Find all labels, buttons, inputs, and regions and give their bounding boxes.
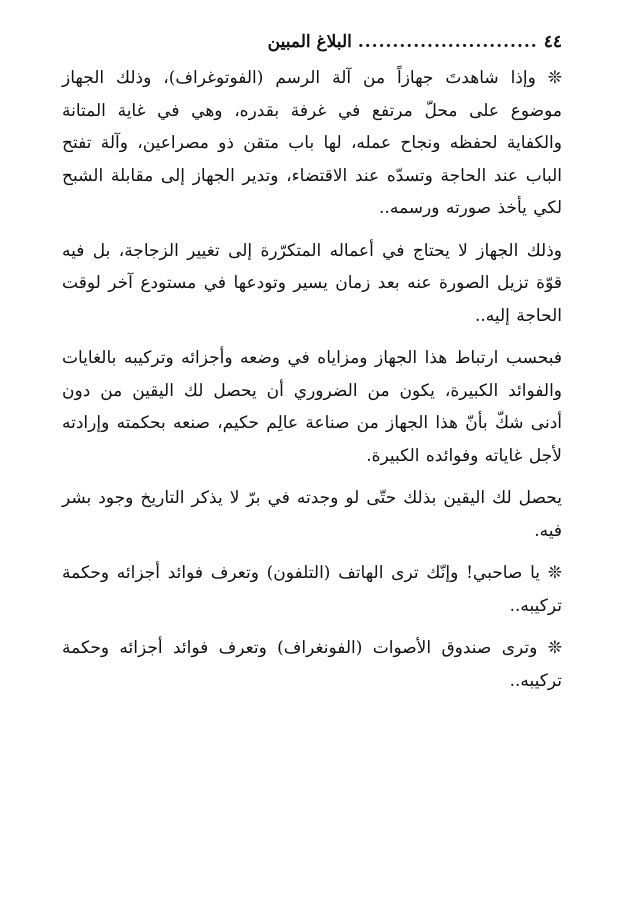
paragraph-certainty: فبحسب ارتباط هذا الجهاز ومزاياه في وضعه وأجزائه وتركيبه بالغايات والفوائد الكبيرة، يكون من الضروري أن يحصل لك اليقين من دون أدنى شكّ بأنّ هذا الجهاز من صناعة عالِم حكيم، صنعه بحكمته وإرادته لأجل غاياته وفوائده الكبيرة. bbox=[62, 348, 562, 466]
paragraph-wilderness: يحصل لك اليقين بذلك حتّى لو وجدته في برّ لا يذكر التاريخ وجود بشر فيه. bbox=[62, 488, 562, 541]
book-title: البلاغ المبين bbox=[267, 32, 352, 52]
document-page bbox=[62, 22, 562, 697]
paragraph-phonograph: ❊ وترى صندوق الأصوات (الفونغراف) وتعرف فوائد أجزائه وحكمة تركيبه.. bbox=[62, 638, 562, 691]
header-leader-dots: .......................... bbox=[357, 32, 538, 52]
paragraph-telephone: ❊ يا صاحبي! وإنّك ترى الهاتف (التلفون) وتعرف فوائد أجزائه وحكمة تركيبه.. bbox=[62, 563, 562, 616]
page-number: ٤٤ bbox=[543, 32, 562, 52]
running-header bbox=[62, 22, 562, 62]
paragraph-photograph: ❊ وإذا شاهدتَ جهازاً من آلة الرسم (الفوتوغراف)، وذلك الجهاز موضوع على محلّ مرتفع في غرفة بقدره، وهي في غاية المتانة والكفاية لحفظه ونجاح عمله، لها باب متقن ذو مصراعين، وآلة تفتح الباب عند الحاجة وتسدّه عند الاقتضاء، وتدير الجهاز إلى مقابلة الشبح لكي يأخذ صورته ورسمه.. bbox=[62, 68, 562, 218]
paragraph-device-operation: وذلك الجهاز لا يحتاج في أعماله المتكرّرة إلى تغيير الزجاجة، بل فيه قوّة تزيل الصورة عنه بعد زمان يسير وتودعها في مستودع آخر لوقت الحاجة إليه.. bbox=[62, 240, 562, 326]
